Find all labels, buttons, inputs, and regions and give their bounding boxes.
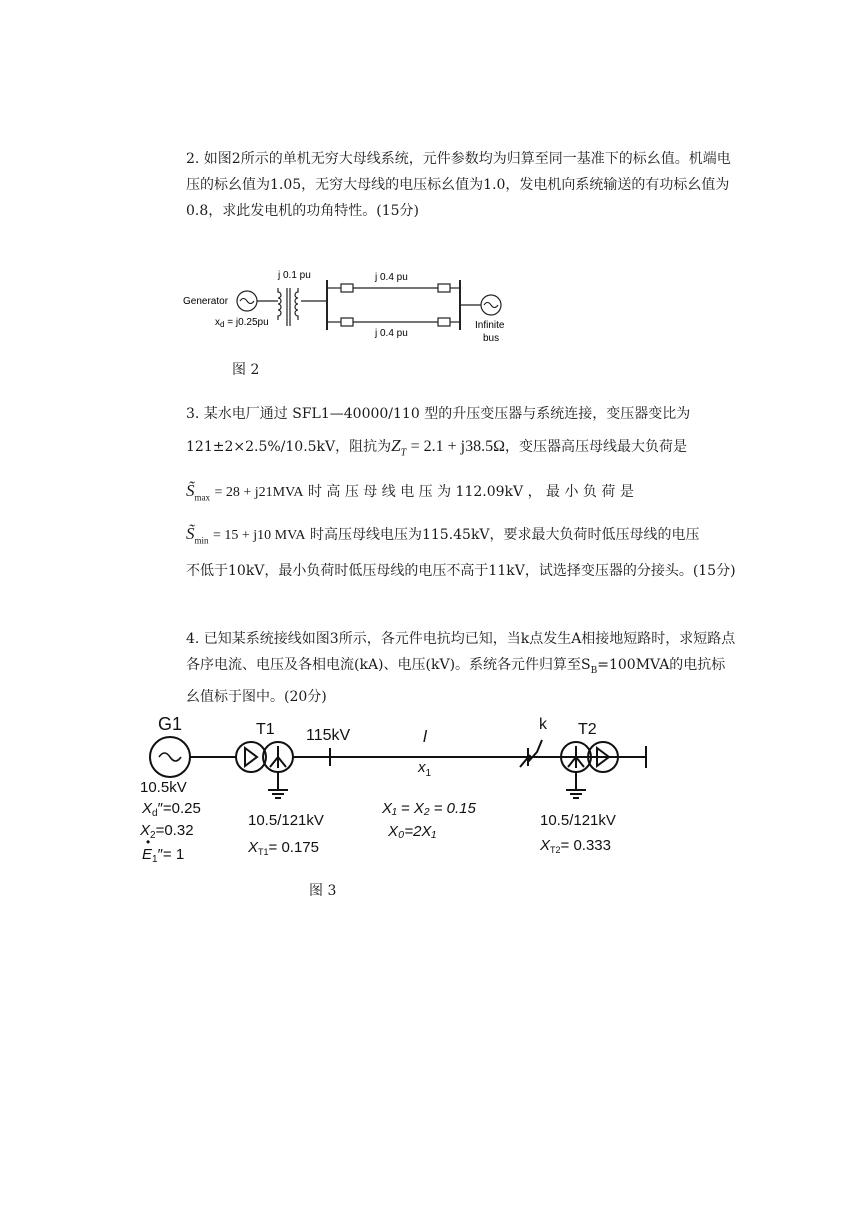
t2-reactance: $X_{T2}= 0.333$ [540, 837, 611, 855]
figure-3-diagram [138, 712, 658, 872]
t2-ratio: 10.5/121kV [540, 812, 616, 829]
line-l-label: l [423, 727, 427, 746]
smax-formula: = 28 + j21MVA [214, 485, 304, 501]
q3-line-4: $S̃_{min} = 15 + j10$ MVA 时高压母线电压为115.45kV，要求最大负荷时低压母线的电压 [186, 523, 700, 546]
q3-line-1: 3. 某水电厂通过 SFL1—40000/110 型的升压变压器与系统连接，变压器变比为 [186, 406, 691, 422]
line-reactance-eq1: X₁ = X₂ = 0.15 [382, 800, 476, 817]
infinite-label-2: bus [483, 333, 500, 344]
g1-label: G1 [158, 714, 183, 734]
question-3-text [186, 398, 736, 584]
figure-2-diagram [175, 258, 535, 353]
line-x1-label: $x_1$ [418, 759, 432, 779]
infinite-label-1: Infinite [475, 320, 505, 331]
smin-formula: = 15 + j10 MVA [212, 527, 306, 543]
t1-label: T1 [256, 721, 275, 738]
line-top-label: j 0.4 pu [375, 272, 408, 283]
figure-2-caption: 图 2 [232, 362, 260, 378]
generator-label: Generator [183, 296, 229, 307]
fault-point [520, 740, 542, 767]
figure-3-caption: 图 3 [309, 883, 337, 899]
q3-line-3: $S̃_{max} = 28 + j21MVA$ 时 高 压 母 线 电 压 为 112.09kV ， 最 小 负 荷 是 [186, 481, 634, 503]
t1-ratio: 10.5/121kV [248, 812, 324, 829]
g1-voltage: 10.5kV [140, 779, 187, 796]
fault-k-label: k [539, 716, 547, 733]
t1-symbol [236, 742, 293, 798]
transformer-symbol [278, 288, 298, 326]
question-4-text: 4. 已知某系统接线如图3所示，各元件电抗均已知，当k点发生A相接地短路时，求短路点各序电流、电压及各相电流(kA)、电压(kV)。系统各元件归算至$S_B=100MVA$的电抗标幺值标于图中。(20分) [186, 631, 736, 705]
svg-text:•: • [146, 835, 151, 849]
t2-label: T2 [578, 721, 597, 738]
t1-reactance: $X_{T1}= 0.175$ [248, 839, 319, 857]
transformer-label: j 0.1 pu [278, 270, 311, 281]
line-reactance-eq2: X₀=2X₁ [388, 823, 437, 840]
g1-e1: $E_1''= 1$ [142, 846, 185, 865]
t2-symbol [561, 742, 618, 798]
g1-x2: $X_2=0.32$ [140, 822, 194, 841]
bus-voltage-label: 115kV [306, 727, 351, 744]
q3-line-2: 121±2×2.5%/10.5kV，阻抗为$Z_T = 2.1 + j38.5\Omega$，变压器高压母线最大负荷是 [186, 436, 688, 459]
line-bottom-label: j 0.4 pu [375, 328, 408, 339]
q3-line-5: 不低于10kV，最小负荷时低压母线的电压不高于11kV，试选择变压器的分接头。(15分) [186, 563, 736, 580]
zt-formula: = 2.1 + j38.5Ω [410, 438, 506, 455]
g1-xd: $X_d''=0.25$ [142, 800, 201, 819]
question-2-text: 2. 如图2所示的单机无穷大母线系统，元件参数均为归算至同一基准下的标幺值。机端电压的标幺值为1.05，无穷大母线的电压标幺值为1.0，发电机向系统输送的有功标幺值为0.8，求此发电机的功角特性。(15分) [186, 151, 731, 219]
xd-label: $x_d = j0.25pu$ [215, 317, 269, 329]
